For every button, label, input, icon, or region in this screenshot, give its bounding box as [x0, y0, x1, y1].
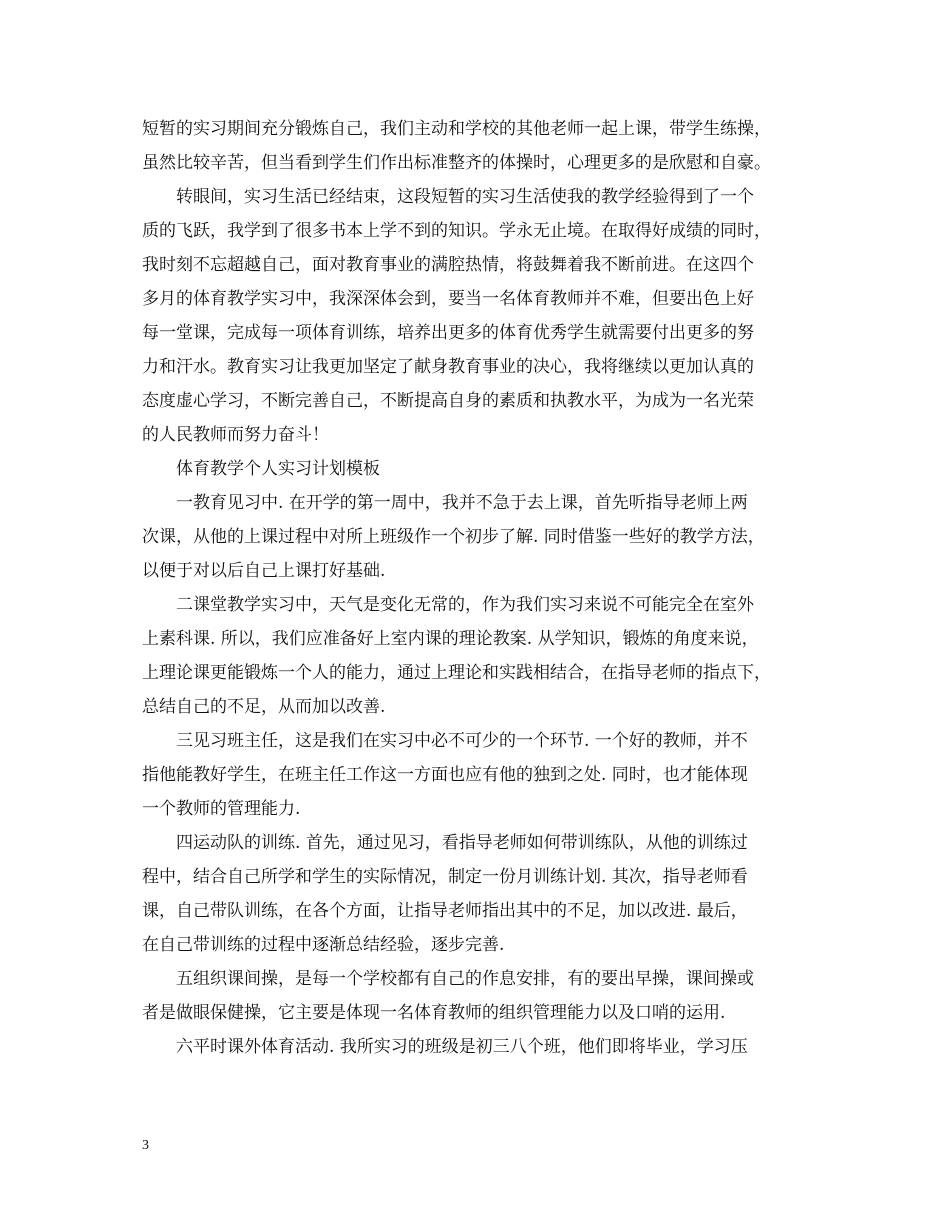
text-line: 上理论课更能锻炼一个人的能力，通过上理论和实践相结合，在指导老师的指点下， — [142, 663, 771, 683]
text-line: 虽然比较辛苦，但当看到学生们作出标准整齐的体操时，心理更多的是欣慰和自豪。 — [142, 153, 771, 173]
text-line: 课，自己带队训练，在各个方面，让指导老师指出其中的不足，加以改进. 最后， — [142, 901, 748, 921]
paragraph-start: 六平时课外体育活动. 我所实习的班级是初三八个班，他们即将毕业，学习压 — [176, 1037, 748, 1057]
paragraph-start: 三见习班主任，这是我们在实习中必不可少的一个环节. 一个好的教师，并不 — [176, 731, 748, 751]
paragraph-start: 五组织课间操，是每一个学校都有自己的作息安排，有的要出早操，课间操或 — [176, 969, 754, 989]
text-line: 态度虚心学习，不断完善自己，不断提高自身的素质和执教水平，为成为一名光荣 — [142, 391, 754, 411]
paragraph-start: 二课堂教学实习中，天气是变化无常的，作为我们实习来说不可能完全在室外 — [176, 595, 754, 615]
text-line: 的人民教师而努力奋斗！ — [142, 425, 329, 445]
section-title: 体育教学个人实习计划模板 — [176, 459, 380, 479]
text-line: 多月的体育教学实习中，我深深体会到，要当一名体育教师并不难，但要出色上好 — [142, 289, 754, 309]
text-line: 短暂的实习期间充分锻炼自己，我们主动和学校的其他老师一起上课，带学生练操， — [142, 119, 771, 139]
paragraph-start: 一教育见习中. 在开学的第一周中，我并不急于去上课，首先听指导老师上两 — [176, 493, 748, 513]
text-line: 上素科课. 所以，我们应准备好上室内课的理论教案. 从学知识，锻炼的角度来说， — [142, 629, 759, 649]
page-number: 3 — [142, 1138, 149, 1153]
text-line: 总结自己的不足，从而加以改善. — [142, 697, 386, 717]
paragraph-start: 转眼间，实习生活已经结束，这段短暂的实习生活使我的教学经验得到了一个 — [176, 187, 754, 207]
text-line: 程中，结合自己所学和学生的实际情况，制定一份月训练计划. 其次，指导老师看 — [142, 867, 748, 887]
text-line: 每一堂课，完成每一项体育训练，培养出更多的体育优秀学生就需要付出更多的努 — [142, 323, 754, 343]
text-line: 在自己带训练的过程中逐渐总结经验，逐步完善. — [142, 935, 505, 955]
text-line: 我时刻不忘超越自己，面对教育事业的满腔热情，将鼓舞着我不断前进。在这四个 — [142, 255, 754, 275]
text-line: 者是做眼保健操，它主要是体现一名体育教师的组织管理能力以及口哨的运用. — [142, 1003, 726, 1023]
text-line: 指他能教好学生，在班主任工作这一方面也应有他的独到之处. 同时，也才能体现 — [142, 765, 748, 785]
text-line: 以便于对以后自己上课打好基础. — [142, 561, 386, 581]
text-line: 次课，从他的上课过程中对所上班级作一个初步了解. 同时借鉴一些好的教学方法， — [142, 527, 765, 547]
document-body — [142, 112, 810, 1064]
text-line: 质的飞跃，我学到了很多书本上学不到的知识。学永无止境。在取得好成绩的同时， — [142, 221, 771, 241]
text-line: 力和汗水。教育实习让我更加坚定了献身教育事业的决心，我将继续以更加认真的 — [142, 357, 754, 377]
text-line: 一个教师的管理能力. — [142, 799, 301, 819]
paragraph-start: 四运动队的训练. 首先，通过见习，看指导老师如何带训练队，从他的训练过 — [176, 833, 748, 853]
